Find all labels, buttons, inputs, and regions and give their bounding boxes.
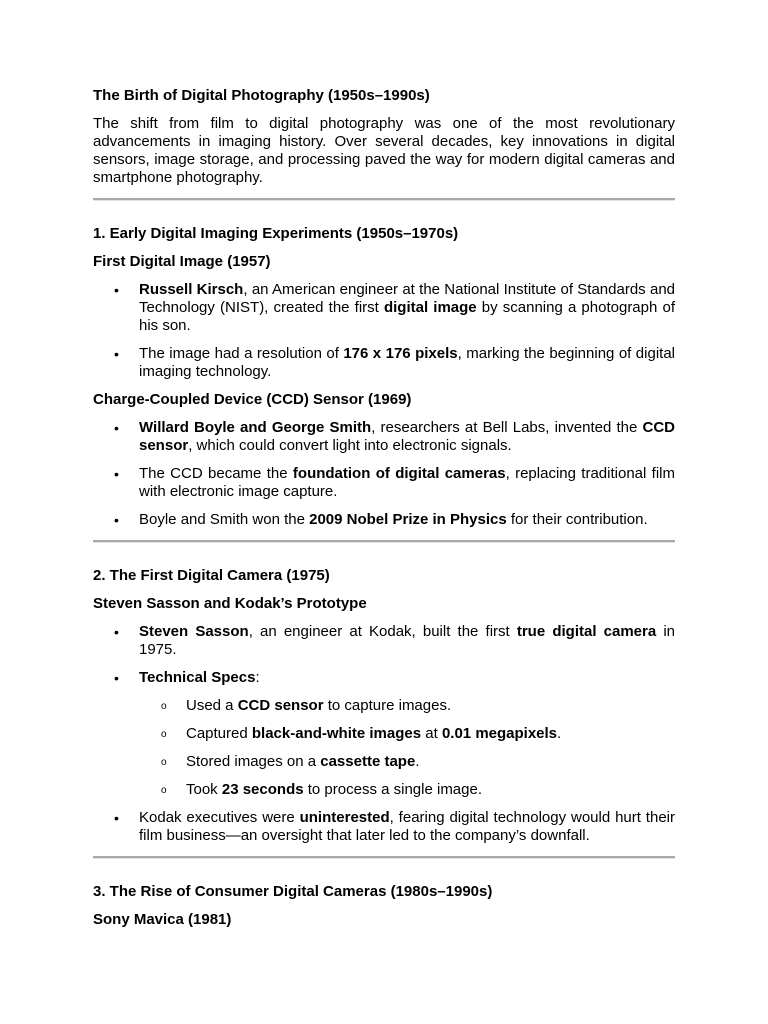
- bold-text: 23 seconds: [221, 781, 304, 798]
- text: by scanning a photograph of his son.: [139, 299, 675, 334]
- bullet-icon: •: [114, 346, 119, 362]
- list-item: [93, 419, 675, 455]
- document-title: The Birth of Digital Photography (1950s–1990s): [93, 87, 430, 104]
- sub-list-item: [139, 753, 675, 771]
- text: , an engineer at Kodak, built the first: [248, 623, 517, 640]
- bold-text: Russell Kirsch: [139, 281, 244, 298]
- subsection-heading: First Digital Image (1957): [93, 253, 271, 270]
- list-item: [93, 281, 675, 335]
- section-divider: [93, 540, 675, 543]
- text: Stored images on a: [186, 753, 321, 770]
- document-body: [93, 87, 675, 939]
- text: Took: [186, 781, 222, 798]
- list-item: [93, 669, 675, 799]
- subsection-heading: Sony Mavica (1981): [93, 911, 232, 928]
- section-divider: [93, 856, 675, 859]
- circle-bullet-icon: o: [161, 729, 167, 740]
- bullet-list: [93, 419, 675, 529]
- text: .: [557, 725, 562, 742]
- text: , researchers at Bell Labs, invented the: [371, 419, 643, 436]
- text: , replacing traditional film with electronic image capture.: [139, 465, 675, 500]
- bullet-icon: •: [114, 670, 119, 686]
- bold-text: Willard Boyle and George Smith: [139, 419, 372, 436]
- text: to capture images.: [323, 697, 452, 714]
- bold-text: uninterested: [299, 809, 390, 826]
- bold-text: 2009 Nobel Prize in Physics: [309, 511, 507, 528]
- section-heading: 2. The First Digital Camera (1975): [93, 567, 330, 584]
- bold-text: 0.01 megapixels: [441, 725, 558, 742]
- text: :: [255, 669, 260, 686]
- text: , an American engineer at the National Institute of Standards and Technology (NIST), created the first: [139, 281, 675, 316]
- bullet-icon: •: [114, 512, 119, 528]
- list-item: [93, 623, 675, 659]
- circle-bullet-icon: o: [161, 785, 167, 796]
- bold-text: true digital camera: [516, 623, 657, 640]
- section-heading: 1. Early Digital Imaging Experiments (1950s–1970s): [93, 225, 459, 242]
- list-item: [93, 809, 675, 845]
- text: Kodak executives were: [139, 809, 300, 826]
- bullet-icon: •: [114, 282, 119, 298]
- text: in 1975.: [139, 623, 676, 658]
- bold-text: CCD sensor: [139, 419, 675, 454]
- text: at: [421, 725, 442, 742]
- intro-paragraph: The shift from film to digital photography was one of the most revolutionary advancements in imaging history. Over several decades, key innovations in digital sensors, image storage, and processing paved the way for modern digital cameras and smartphone photography.: [93, 115, 675, 186]
- subsection-heading: Charge-Coupled Device (CCD) Sensor (1969): [93, 391, 412, 408]
- text: , fearing digital technology would hurt their film business—an oversight that later led to the company’s downfall.: [139, 809, 675, 844]
- text: for their contribution.: [506, 511, 648, 528]
- bullet-icon: •: [114, 624, 119, 640]
- bold-text: 176 x 176 pixels: [343, 345, 458, 362]
- circle-bullet-icon: o: [161, 757, 167, 768]
- bullet-icon: •: [114, 466, 119, 482]
- bullet-icon: •: [114, 420, 119, 436]
- section-heading: 3. The Rise of Consumer Digital Cameras (1980s–1990s): [93, 883, 493, 900]
- bold-text: foundation of digital cameras: [292, 465, 506, 482]
- bullet-list: [93, 623, 675, 845]
- bold-text: digital image: [383, 299, 477, 316]
- bullet-icon: •: [114, 810, 119, 826]
- text: , marking the beginning of digital imaging technology.: [139, 345, 675, 380]
- sub-list-item: [139, 725, 675, 743]
- sub-list-item: [139, 781, 675, 799]
- text: , which could convert light into electronic signals.: [188, 437, 512, 454]
- text: Captured: [186, 725, 252, 742]
- text: to process a single image.: [303, 781, 483, 798]
- bullet-list: [93, 281, 675, 381]
- text: Boyle and Smith won the: [139, 511, 310, 528]
- section-divider: [93, 198, 675, 201]
- bold-text: Technical Specs: [139, 669, 256, 686]
- subsection-heading: Steven Sasson and Kodak’s Prototype: [93, 595, 367, 612]
- list-item: [93, 465, 675, 501]
- text: The CCD became the: [139, 465, 293, 482]
- text: .: [415, 753, 420, 770]
- bold-text: black-and-white images: [251, 725, 422, 742]
- circle-bullet-icon: o: [161, 701, 167, 712]
- bold-text: Steven Sasson: [139, 623, 249, 640]
- bold-text: cassette tape: [320, 753, 416, 770]
- text: Used a: [186, 697, 238, 714]
- list-item: [93, 345, 675, 381]
- sub-bullet-list: [139, 697, 675, 799]
- list-item: [93, 511, 675, 529]
- sub-list-item: [139, 697, 675, 715]
- bold-text: CCD sensor: [237, 697, 324, 714]
- text: The image had a resolution of: [139, 345, 344, 362]
